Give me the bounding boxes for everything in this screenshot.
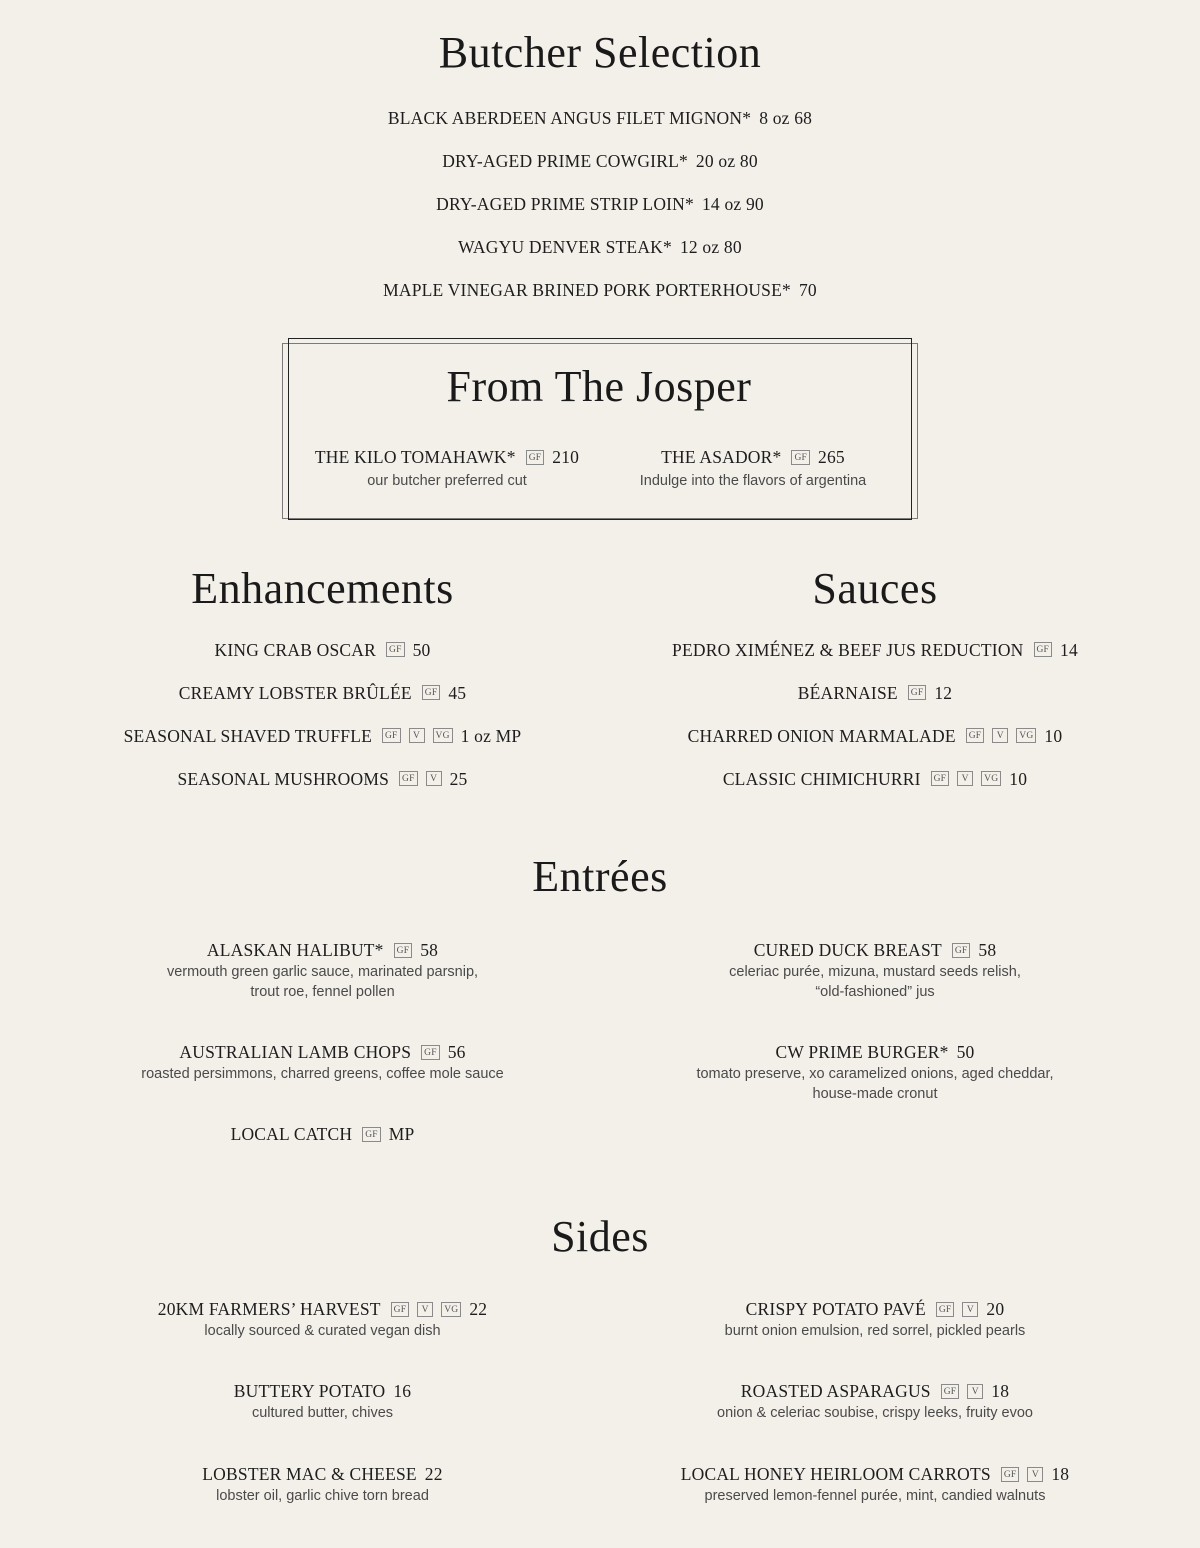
description-line: house-made cronut	[812, 1086, 938, 1102]
vegetarian-badge: V	[967, 1384, 983, 1399]
dish-block	[590, 938, 1160, 1002]
item-name: 20KM FARMERS’ HARVEST	[157, 1299, 381, 1319]
item-name: CW PRIME BURGER*	[775, 1042, 949, 1062]
item-price: 14	[1060, 639, 1078, 660]
item-price: 10	[1009, 768, 1028, 789]
sauces-section	[590, 564, 1160, 800]
menu-item-line	[0, 225, 1200, 268]
butcher-selection-title: Butcher Selection	[438, 28, 762, 77]
item-price: 50	[412, 639, 431, 660]
item-price: 265	[818, 447, 845, 467]
gluten-free-badge: GF	[1001, 1467, 1020, 1482]
menu-item-line	[40, 671, 605, 714]
menu-item-line	[40, 1122, 605, 1146]
vegan-badge: VG	[981, 771, 1001, 786]
item-description	[590, 1064, 1160, 1104]
menu-item-line	[0, 268, 1200, 311]
item-description	[40, 1321, 605, 1341]
item-name: AUSTRALIAN LAMB CHOPS	[179, 1042, 412, 1062]
gluten-free-badge: GF	[1034, 642, 1053, 657]
item-price: 50	[956, 1042, 975, 1062]
enhancements-list	[40, 628, 605, 800]
dish-block	[40, 1122, 605, 1146]
menu-item-line	[590, 714, 1160, 757]
item-price: 58	[978, 940, 997, 960]
vegetarian-badge: V	[992, 728, 1008, 743]
item-name: LOCAL CATCH	[230, 1124, 353, 1144]
item-name: BUTTERY POTATO	[233, 1381, 386, 1401]
item-description	[40, 1064, 605, 1084]
item-price: 20 oz 80	[695, 150, 758, 171]
description-line: trout roe, fennel pollen	[250, 984, 395, 1000]
item-price: 12 oz 80	[679, 236, 742, 257]
menu-item-line	[590, 938, 1160, 962]
josper-item	[598, 445, 908, 491]
item-price: 25	[449, 768, 468, 789]
gluten-free-badge: GF	[394, 943, 413, 958]
dish-block	[40, 938, 605, 1002]
menu-item-line	[590, 628, 1160, 671]
item-description	[590, 1486, 1160, 1506]
item-name: ROASTED ASPARAGUS	[740, 1381, 931, 1401]
item-name: LOBSTER MAC & CHEESE	[202, 1464, 417, 1484]
item-price: 20	[986, 1299, 1005, 1319]
vegetarian-badge: V	[409, 728, 425, 743]
item-price: 18	[991, 1381, 1010, 1401]
dish-block	[590, 1462, 1160, 1506]
menu-item-line	[40, 757, 605, 800]
dish-block	[590, 1297, 1160, 1341]
menu-item-line	[0, 96, 1200, 139]
item-description: our butcher preferred cut	[367, 473, 527, 489]
josper-title: From The Josper	[446, 362, 752, 411]
item-name: CLASSIC CHIMICHURRI	[722, 768, 921, 789]
menu-item-line	[40, 1379, 605, 1403]
description-line: lobster oil, garlic chive torn bread	[216, 1488, 429, 1504]
vegetarian-badge: V	[426, 771, 442, 786]
item-price: 16	[393, 1381, 412, 1401]
item-name: KING CRAB OSCAR	[214, 639, 377, 660]
item-name: THE KILO TOMAHAWK*	[314, 447, 516, 467]
gluten-free-badge: GF	[908, 685, 927, 700]
gluten-free-badge: GF	[391, 1302, 410, 1317]
menu-item-line	[40, 714, 605, 757]
dish-block	[40, 1379, 605, 1423]
item-price: 8 oz 68	[759, 107, 813, 128]
item-name: BÉARNAISE	[797, 682, 898, 703]
vegetarian-badge: V	[1027, 1467, 1043, 1482]
vegetarian-badge: V	[962, 1302, 978, 1317]
menu-item-line	[590, 757, 1160, 800]
item-price: 210	[552, 447, 580, 467]
menu-item-line	[0, 139, 1200, 182]
butcher-selection-section	[0, 28, 1200, 311]
description-line: “old-fashioned” jus	[815, 984, 935, 1000]
item-description	[590, 1403, 1160, 1423]
dish-block	[590, 1040, 1160, 1104]
item-price: 22	[424, 1464, 443, 1484]
item-name: WAGYU DENVER STEAK*	[458, 236, 672, 257]
item-price: 10	[1044, 725, 1063, 746]
gluten-free-badge: GF	[526, 450, 545, 465]
description-line: tomato preserve, xo caramelized onions, aged cheddar,	[696, 1066, 1054, 1082]
dish-block	[40, 1297, 605, 1341]
menu-item-line	[292, 445, 602, 469]
item-price: 45	[448, 682, 467, 703]
item-name: ALASKAN HALIBUT*	[206, 940, 384, 960]
item-name: DRY-AGED PRIME COWGIRL*	[442, 150, 688, 171]
gluten-free-badge: GF	[421, 1045, 440, 1060]
menu-item-line	[40, 1297, 605, 1321]
gluten-free-badge: GF	[966, 728, 985, 743]
item-description	[40, 1403, 605, 1423]
entrees-title: Entrées	[532, 852, 668, 901]
vegan-badge: VG	[441, 1302, 461, 1317]
description-line: roasted persimmons, charred greens, coffee mole sauce	[141, 1066, 504, 1082]
item-description	[40, 1486, 605, 1506]
menu-item-line	[40, 1040, 605, 1064]
item-description: Indulge into the flavors of argentina	[639, 473, 867, 489]
item-description	[40, 962, 605, 1002]
gluten-free-badge: GF	[936, 1302, 955, 1317]
item-price: MP	[388, 1124, 415, 1144]
menu-item-line	[590, 671, 1160, 714]
menu-item-line	[40, 938, 605, 962]
sauces-list	[590, 628, 1160, 800]
item-name: DRY-AGED PRIME STRIP LOIN*	[436, 193, 694, 214]
item-name: CREAMY LOBSTER BRÛLÉE	[178, 682, 412, 703]
gluten-free-badge: GF	[952, 943, 971, 958]
vegetarian-badge: V	[957, 771, 973, 786]
menu-item-line	[590, 1379, 1160, 1403]
menu-item-line	[40, 628, 605, 671]
item-description	[590, 1321, 1160, 1341]
gluten-free-badge: GF	[382, 728, 401, 743]
item-price: 18	[1051, 1464, 1070, 1484]
enhancements-title: Enhancements	[191, 564, 454, 613]
vegan-badge: VG	[433, 728, 453, 743]
item-name: CURED DUCK BREAST	[753, 940, 942, 960]
menu-item-line	[590, 1462, 1160, 1486]
dish-block	[590, 1379, 1160, 1423]
item-price: 56	[447, 1042, 466, 1062]
gluten-free-badge: GF	[941, 1384, 960, 1399]
menu-item-line	[0, 182, 1200, 225]
gluten-free-badge: GF	[422, 685, 441, 700]
item-price: 58	[420, 940, 439, 960]
item-name: MAPLE VINEGAR BRINED PORK PORTERHOUSE*	[383, 279, 791, 300]
item-price: 14 oz 90	[701, 193, 764, 214]
gluten-free-badge: GF	[931, 771, 950, 786]
menu-item-line	[40, 1462, 605, 1486]
item-price: 70	[798, 279, 817, 300]
sides-title: Sides	[551, 1212, 649, 1261]
item-name: CRISPY POTATO PAVÉ	[745, 1299, 926, 1319]
item-name: BLACK ABERDEEN ANGUS FILET MIGNON*	[387, 107, 752, 128]
item-price: 1 oz MP	[460, 725, 522, 746]
item-name: SEASONAL MUSHROOMS	[177, 768, 390, 789]
item-name: LOCAL HONEY HEIRLOOM CARROTS	[680, 1464, 991, 1484]
item-name: THE ASADOR*	[661, 447, 782, 467]
josper-item	[292, 445, 602, 491]
vegetarian-badge: V	[417, 1302, 433, 1317]
description-line: onion & celeriac soubise, crispy leeks, fruity evoo	[717, 1405, 1033, 1421]
description-line: preserved lemon-fennel purée, mint, candied walnuts	[704, 1488, 1046, 1504]
sauces-title: Sauces	[812, 564, 938, 613]
enhancements-section	[40, 564, 605, 800]
description-line: celeriac purée, mizuna, mustard seeds relish,	[729, 964, 1021, 980]
menu-item-line	[590, 1297, 1160, 1321]
vegan-badge: VG	[1016, 728, 1036, 743]
gluten-free-badge: GF	[791, 450, 810, 465]
gluten-free-badge: GF	[386, 642, 405, 657]
dish-block	[40, 1462, 605, 1506]
gluten-free-badge: GF	[399, 771, 418, 786]
menu-item-line	[590, 1040, 1160, 1064]
description-line: vermouth green garlic sauce, marinated parsnip,	[166, 964, 479, 980]
menu-item-line	[598, 445, 908, 469]
butcher-list	[0, 96, 1200, 311]
description-line: locally sourced & curated vegan dish	[204, 1323, 441, 1339]
item-description	[590, 962, 1160, 1002]
item-name: CHARRED ONION MARMALADE	[687, 725, 956, 746]
item-name: SEASONAL SHAVED TRUFFLE	[123, 725, 372, 746]
gluten-free-badge: GF	[362, 1127, 381, 1142]
item-name: PEDRO XIMÉNEZ & BEEF JUS REDUCTION	[672, 639, 1024, 660]
item-price: 12	[934, 682, 953, 703]
dish-block	[40, 1040, 605, 1084]
description-line: cultured butter, chives	[251, 1405, 394, 1421]
description-line: burnt onion emulsion, red sorrel, pickled pearls	[724, 1323, 1026, 1339]
item-price: 22	[469, 1299, 488, 1319]
